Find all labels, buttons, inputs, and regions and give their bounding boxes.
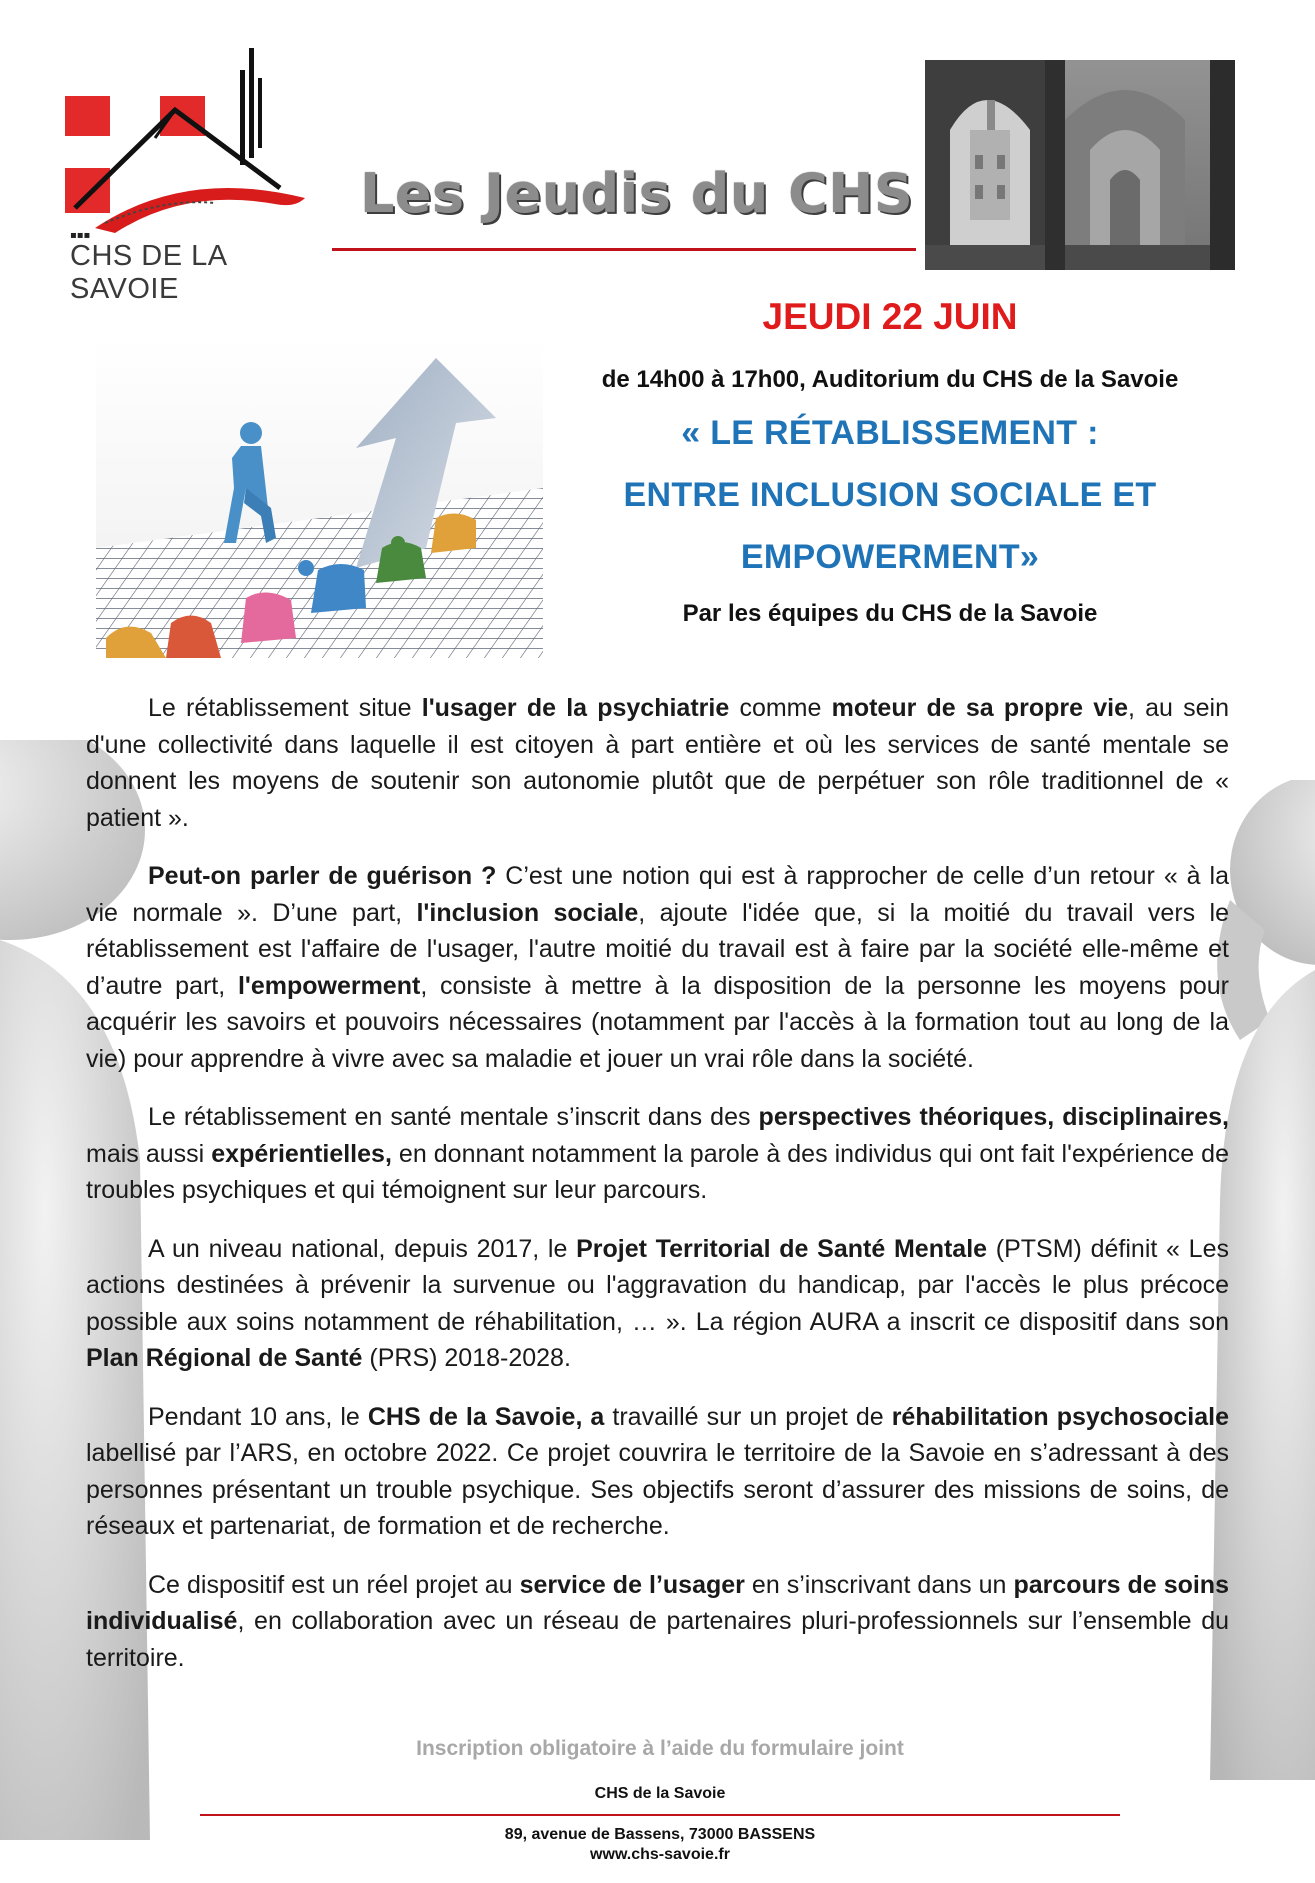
event-title-line-1: « LE RÉTABLISSEMENT : (681, 414, 1099, 452)
paragraph-4 (86, 1231, 1229, 1377)
header-divider (332, 248, 916, 251)
text-run: (PRS) 2018-2028. (362, 1344, 571, 1372)
text-run: comme (729, 694, 832, 722)
text-run: labellisé par l’ARS, en octobre 2022. Ce projet couvrira le territoire de la Savoie en s’adressant à des personnes présentant un trouble psychique. Ses objectifs seront d’assurer des missions de soins, de réseaux et partenariat, de formation et de recherche. (86, 1439, 1229, 1540)
text-run: Le rétablissement en santé mentale s’inscrit dans des (148, 1103, 759, 1131)
text-run: en s’inscrivant dans un (744, 1570, 1014, 1599)
event-time-location: de 14h00 à 17h00, Auditorium du CHS de la Savoie (601, 366, 1179, 393)
bold-text-run: expérientielles, (211, 1139, 392, 1168)
text-run: , consiste à mettre à la disposition de la personne les moyens pour acquérir les savoirs et pouvoirs nécessaires (notamment par l'accès à la formation tout au long de la vie) pour apprendre à vivre avec sa maladie et jouer un vrai rôle dans la société. (86, 971, 1230, 1073)
paragraph-2 (86, 858, 1229, 1077)
text-run: Le rétablissement situe (148, 694, 422, 722)
logo-text: CHS DE LA SAVOIE (70, 240, 226, 305)
text-run: , ajoute l'idée que, si la moitié du travail vers le rétablissement est l'affaire de l'usager, l'autre moitié du travail est à faire par la société elle-même et d’autre part, (86, 898, 1230, 1000)
bold-text-run: l'inclusion sociale (416, 898, 639, 927)
text-run: mais aussi (86, 1139, 212, 1168)
page-title: Les Jeudis du CHS (360, 162, 914, 225)
text-run: Ce dispositif est un réel projet au (148, 1570, 520, 1599)
text-run: en donnant notamment la parole à des individus qui ont fait l'expérience de troubles psychiques et qui témoignent sur leur parcours. (86, 1139, 1229, 1204)
paragraph-1 (86, 690, 1229, 836)
puzzle-staircase-illustration (96, 338, 543, 658)
event-title-line-3: EMPOWERMENT» (740, 538, 1040, 576)
text-run: travaillé sur un projet de (604, 1402, 892, 1431)
paragraph-5 (86, 1399, 1229, 1545)
bold-text-run: Plan Régional de Santé (86, 1344, 363, 1372)
text-run: C’est une notion qui est à rapprocher de celle d’un retour « à la vie normale ». D’une part, (86, 862, 1229, 927)
bold-text-run: l'usager de la psychiatrie (421, 694, 730, 722)
text-run: Pendant 10 ans, le (148, 1402, 368, 1431)
bold-text-run: perspectives théoriques, disciplinaires, (758, 1103, 1229, 1131)
bold-text-run: réhabilitation psychosociale (891, 1402, 1229, 1431)
paragraph-3 (86, 1099, 1229, 1209)
text-run: (PTSM) définit « Les actions destinées à prévenir la survenue ou l'aggravation du handicap, par l'accès le plus précoce possible aux soins notamment de réhabilitation, … ». La région AURA a inscrit ce dispositif dans son (86, 1234, 1229, 1336)
bold-text-run: Projet Territorial de Santé Mentale (576, 1234, 988, 1263)
footer-divider (200, 1814, 1120, 1816)
bold-text-run: moteur de sa propre vie (831, 694, 1128, 722)
footer-address: 89, avenue de Bassens, 73000 BASSENS (504, 1826, 816, 1843)
bold-text-run: l'empowerment (237, 971, 421, 1000)
bold-text-run: CHS de la Savoie, a (367, 1402, 605, 1431)
text-run: A un niveau national, depuis 2017, le (148, 1234, 577, 1263)
bold-text-run: parcours de soins individualisé (86, 1570, 1229, 1635)
text-run: , au sein d'une collectivité dans laquelle il est citoyen à part entière et où les services de santé mentale se donnent les moyens de soutenir son autonomie plutôt que de perpétuer son rôle traditionnel de « patient ». (86, 694, 1229, 832)
text-run: , en collaboration avec un réseau de partenaires pluri-professionnels sur l’ensemble du territoire. (86, 1607, 1229, 1672)
bold-text-run: service de l’usager (519, 1570, 745, 1599)
registration-note: Inscription obligatoire à l’aide du formulaire joint (416, 1737, 904, 1760)
event-title-line-2: ENTRE INCLUSION SOCIALE ET (623, 476, 1157, 514)
svg-text:▪▪▪: ▪▪▪ (70, 230, 91, 241)
footer-website-link[interactable]: www.chs-savoie.fr (590, 1846, 730, 1863)
building-arcade-photo (925, 60, 1235, 270)
article-body (86, 690, 1229, 1698)
event-date: JEUDI 22 JUIN (762, 296, 1018, 337)
bold-text-run: Peut-on parler de guérison ? (148, 862, 497, 890)
footer-organization: CHS de la Savoie (594, 1785, 726, 1802)
event-speakers: Par les équipes du CHS de la Savoie (682, 600, 1098, 627)
paragraph-6 (86, 1567, 1229, 1677)
